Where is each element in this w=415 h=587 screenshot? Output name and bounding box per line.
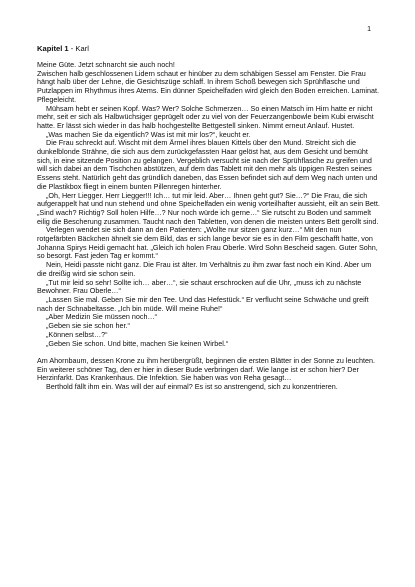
paragraph: „Können selbst…?“ [46, 329, 108, 339]
paragraph: Berthold fällt ihm ein. Was will der auf einmal? Es ist so anstrengend, sich zu konzentrieren. [46, 382, 338, 391]
paragraph: Meine Güte. Jetzt schnarcht sie auch noch! [37, 60, 175, 69]
paragraph: „Lassen Sie mal. Geben Sie mir den Tee. Und das Hefestück.“ Er verflucht seine Schwäche und greift nach der Schnabeltasse. „Ich bin müde. Will meine Ruhe!“ [37, 294, 369, 313]
paragraph: „Tut mir leid so sehr! Sollte ich… aber…“, sie schaut erschrocken auf die Uhr, „muss ich zu nächste Bewohner. Frau Oberle…“ [37, 277, 362, 296]
paragraph: Verlegen wendet sie sich dann an den Patienten: „Wollte nur sitzen ganz kurz…“ Mit den nun rotgefärbten Bäckchen ähnelt sie dem Bild, das er sich lange bevor sie es in den Film geschafft hatte, von Johanna Spirys Heidi gemacht hat. „Gleich ich holen Frau Oberle. Wird Sohn Bescheid sagen. Guter Sohn, so besorgt. Fast jeden Tag er kommt.“ [37, 225, 378, 261]
paragraph: „Geben sie sie schon her.“ [46, 321, 130, 331]
paragraph: Am Ahornbaum, dessen Krone zu ihm herübergrüßt, beginnen die ersten Blätter in der Sonne zu leuchten. Ein weiterer schöner Tag, den er hier in dieser Bude verbringen darf. Wie lange ist er schon hier? Der Herzinfarkt. Das Krankenhaus. Die Infektion. Sie haben was von Reha gesagt… [37, 355, 376, 383]
page-number: 1 [367, 26, 371, 33]
paragraph: Mühsam hebt er seinen Kopf. Was? Wer? Solche Schmerzen… So einen Matsch im Hirn hatte er nicht mehr, seit er sich als Halbwüchsiger geprügelt oder zu viel von der Feuerzangenbowle beim Kubi erwischt hatte. Er lässt sich wieder in das halb hochgestellte Bettgestell sinken. Nimmt erneut Anlauf. Hustet. [37, 103, 374, 130]
paragraph: „Was machen Sie da eigentlich? Was ist mit mir los?“, keucht er. [46, 129, 251, 139]
paragraph: „Oh, Herr Liegger. Herr Liegger!!! Ich… tut mir leid. Aber… Ihnen geht gut? Sie…?“ Die Frau, die sich aufgerappelt hat und nun stehend und ohne Speichelfaden ein wenig vorteilhafter aussieht, eilt an sein Bett. „Sind wach? Richtig? Soll holen Hilfe…? Nur noch würde ich gerne…“ Sie rutscht zu Boden und sammelt eilig die Bescherung zusammen. Taucht nach den Tabletten, von denen die meisten unters Bett gerollt sind. [37, 190, 380, 226]
paragraph: Die Frau schreckt auf. Wischt mit dem Ärmel ihres blauen Kittels über den Mund. Streicht sich die dunkelblonde Strähne, die sich aus dem zurückgefassten Haar gelöst hat, aus dem Gesicht und bemüht sich, in eine sitzende Position zu gelangen. Vergeblich versucht sie nach der Sprühflasche zu greifen und will sich dabei an dem Tischchen abstützen, auf dem das Tablett mit den mehr als üppigen Resten seines Essens steht. Natürlich geht das gründlich daneben, das Essen befindet sich auf dem Weg nach unten und die Plastikbox fliegt in einem bunten Pillenregen hinterher. [37, 138, 378, 191]
paragraph: Zwischen halb geschlossenen Lidern schaut er hinüber zu dem schäbigen Sessel am Fenster. Die Frau hängt halb über der Lehne, die Gesichtszüge schlaff. In ihrem Schoß bewegen sich Sprühflasche und Putzlappen im Rhythmus ihres Atems. Ein dünner Speichelfaden wird gleich den Boden erreichen. Laminat. Pflegeleicht. [37, 68, 379, 104]
paragraph: „Geben Sie schon. Und bitte, machen Sie keinen Wirbel.“ [46, 338, 229, 348]
chapter-subtitle: - Karl [68, 44, 89, 53]
paragraph-list [37, 61, 382, 392]
paragraph: Nein, Heidi passte nicht ganz. Die Frau ist älter. Im Verhältnis zu ihm zwar fast noch ein Kind. Aber um die dreißig wird sie schon sein. [37, 260, 372, 278]
paragraph: „Aber Medizin Sie müssen noch…“ [46, 312, 158, 322]
chapter-label: Kapitel 1 [37, 44, 69, 53]
document-body [37, 44, 382, 392]
chapter-heading [37, 44, 382, 53]
